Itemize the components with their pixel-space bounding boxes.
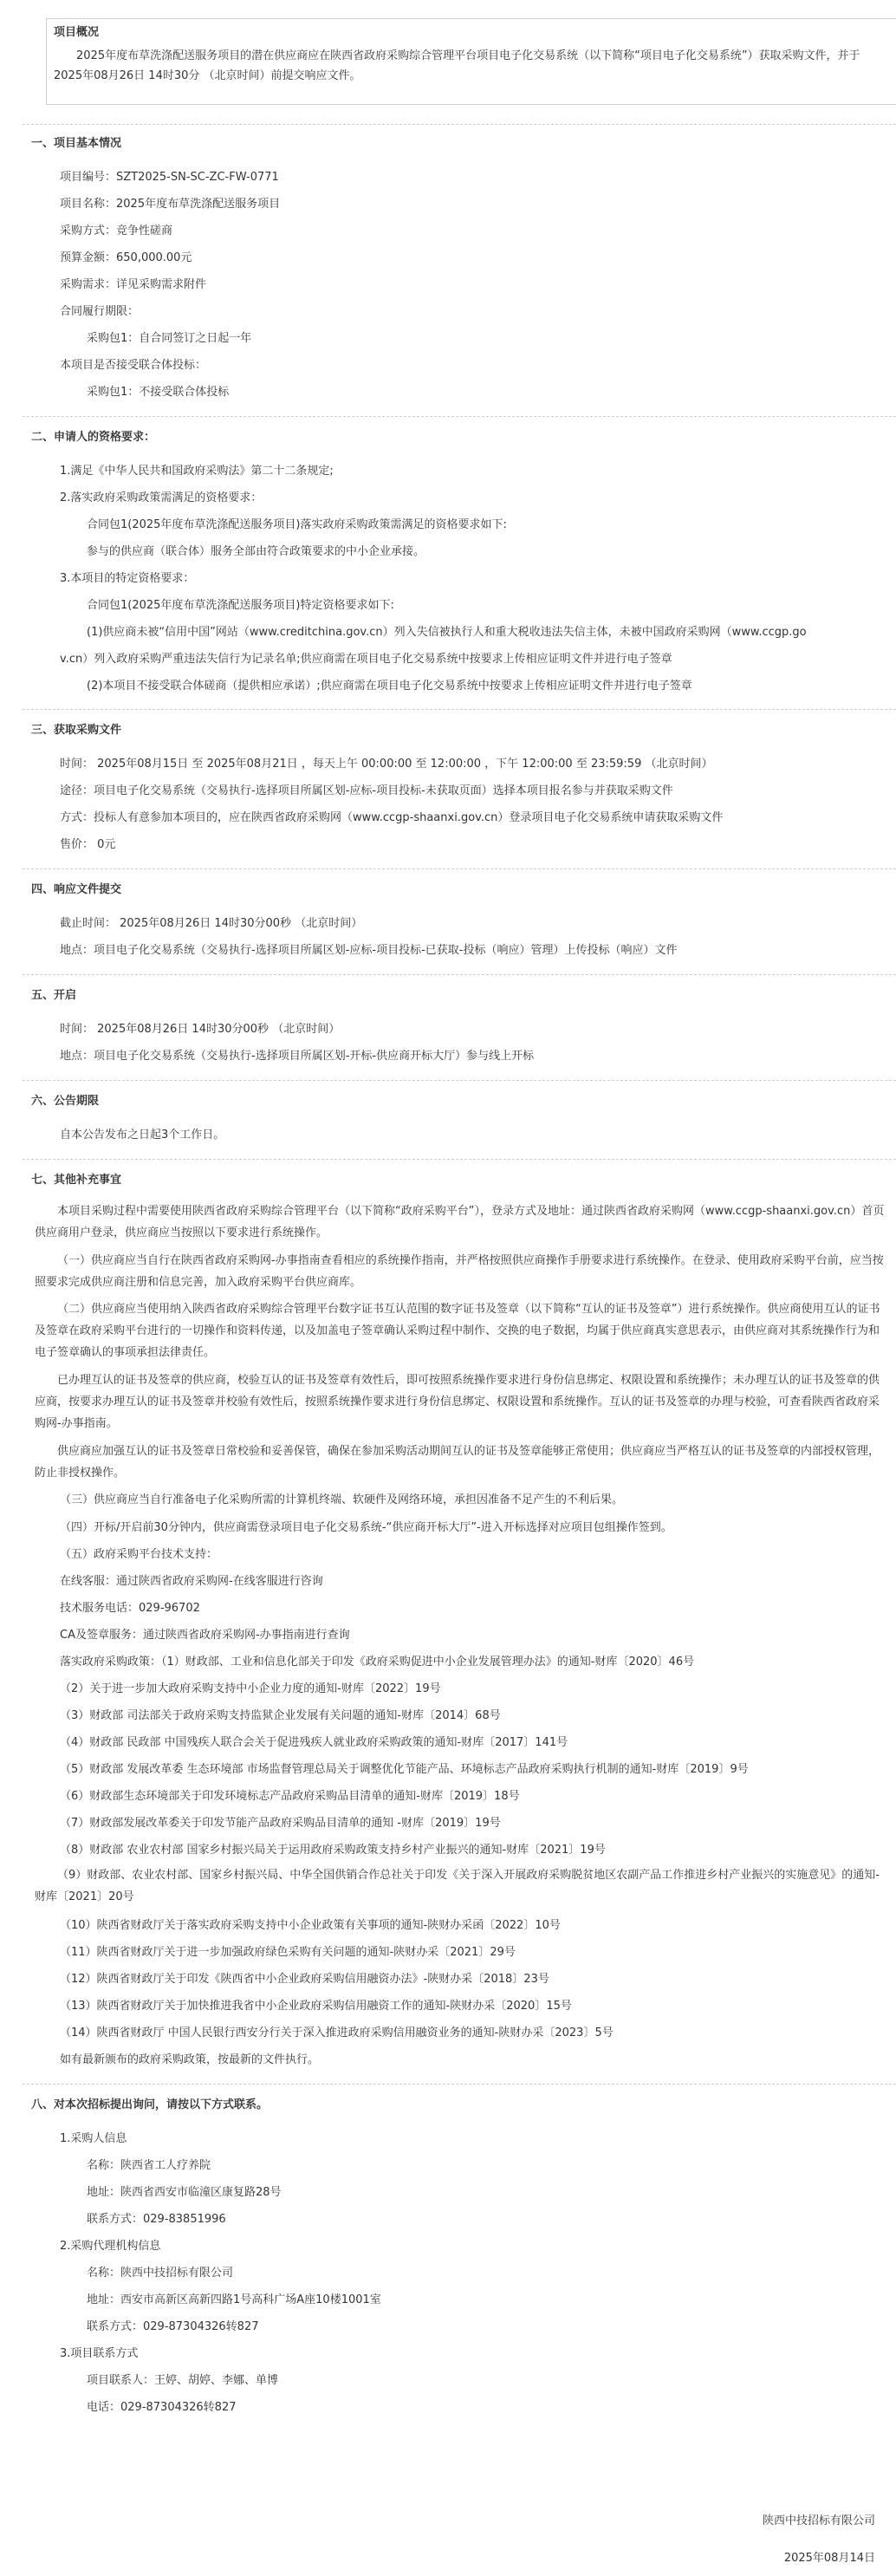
project-contacts: 项目联系人：王婷、胡婷、李娜、单博: [87, 2374, 279, 2387]
ca-service: CA及签章服务：通过陕西省政府采购网-办事指南进行查询: [60, 1629, 350, 1642]
project-name: 项目名称：2025年度布草洗涤配送服务项目: [60, 198, 281, 211]
policy-item: （8）财政部 农业农村部 国家乡村振兴局关于运用政府采购政策支持乡村产业振兴的通知-财库〔2021〕19号: [60, 1844, 606, 1857]
section-title-notice-period: 六、公告期限: [31, 1095, 100, 1108]
agency-phone: 联系方式：029-87304326转827: [87, 2320, 259, 2333]
policy-note: 如有最新颁布的政府采购政策，按最新的文件执行。: [60, 2053, 320, 2066]
qualification-item: (1)供应商未被“信用中国”网站（www.creditchina.gov.cn）列入失信被执行人和重大税收违法失信主体，未被中国政府采购网（www.ccgp.go: [87, 626, 807, 639]
policy-item: （9）财政部、农业农村部、国家乡村振兴局、中华全国供销合作总社关于印发《关于深入开展政府采购脱贫地区农副产品工作推进乡村产业振兴的实施意见》的通知-财库〔2021〕20号: [35, 1869, 880, 1903]
obtain-price: 售价： 0元: [60, 838, 116, 851]
section-title-basic-info: 一、项目基本情况: [31, 137, 122, 150]
section-title-contact: 八、对本次招标提出询问，请按以下方式联系。: [31, 2098, 269, 2111]
submission-deadline: 截止时间： 2025年08月26日 14时30分00秒 （北京时间）: [60, 917, 363, 930]
opening-location: 地点：项目电子化交易系统（交易执行-选择项目所属区划-开标-供应商开标大厅）参与线上开标: [60, 1050, 535, 1063]
consortium-label: 本项目是否接受联合体投标：: [60, 359, 207, 372]
divider: [23, 2084, 896, 2085]
divider: [23, 868, 896, 869]
agency-heading: 2.采购代理机构信息: [60, 2240, 161, 2253]
purchaser-name: 名称：陕西省工人疗养院: [87, 2159, 211, 2172]
obtain-method: 方式：投标人有意参加本项目的，应在陕西省政府采购网（www.ccgp-shaanxi.gov.cn）登录项目电子化交易系统申请获取采购文件: [60, 811, 724, 824]
purchaser-phone: 联系方式：029-83851996: [87, 2213, 226, 2226]
other-paragraph: 本项目采购过程中需要使用陕西省政府采购综合管理平台（以下简称“政府采购平台”），登录方式及地址：通过陕西省政府采购网（www.ccgp-shaanxi.gov.cn）首页供应商用户登录，供应商应当按照以下要求进行系统操作。: [35, 1205, 885, 1239]
section-title-qualifications: 二、申请人的资格要求：: [31, 431, 156, 444]
obtain-time: 时间： 2025年08月15日 至 2025年08月21日 ，每天上午 00:00:00 至 12:00:00 ，下午 12:00:00 至 23:59:59 （北京时间）: [60, 758, 713, 771]
obtain-route: 途径：项目电子化交易系统（交易执行-选择项目所属区划-应标-项目投标-未获取页面）选择本项目报名参与并获取采购文件: [60, 784, 673, 797]
qualification-item: 3.本项目的特定资格要求：: [60, 572, 195, 585]
budget-amount: 预算金额：650,000.00元: [60, 251, 192, 264]
qualification-item: 参与的供应商（联合体）服务全部由符合政策要求的中小企业承接。: [87, 545, 425, 558]
policy-item: （13）陕西省财政厅关于加快推进我省中小企业政府采购信用融资工作的通知-陕财办采〔2020〕15号: [60, 2000, 572, 2013]
purchaser-heading: 1.采购人信息: [60, 2132, 127, 2145]
project-contact-heading: 3.项目联系方式: [60, 2347, 139, 2360]
overview-title: 项目概况: [54, 26, 100, 39]
qualification-item: v.cn）列入政府采购严重违法失信行为记录名单;供应商需在项目电子化交易系统中按要求上传相应证明文件并进行电子签章: [60, 653, 672, 666]
online-service: 在线客服：通过陕西省政府采购网-在线客服进行咨询: [60, 1575, 323, 1588]
qualification-item: 合同包1(2025年度布草洗涤配送服务项目)落实政府采购政策需满足的资格要求如下:: [87, 518, 507, 531]
other-paragraph: 已办理互认的证书及签章的供应商，校验互认的证书及签章有效性后，即可按照系统操作要求进行身份信息绑定、权限设置和系统操作；未办理互认的证书及签章的供应商，按要求办理互认的证书及签章并校验有效性后，按照系统操作要求进行身份信息绑定、权限设置和系统操作。互认的证书及签章的办理与校验，可查看陕西省政府采购网-办事指南。: [35, 1374, 880, 1430]
procurement-method: 采购方式：竞争性磋商: [60, 224, 173, 237]
project-phone: 电话：029-87304326转827: [87, 2401, 237, 2414]
qualification-item: 1.满足《中华人民共和国政府采购法》第二十二条规定;: [60, 465, 334, 478]
opening-time: 时间： 2025年08月26日 14时30分00秒 （北京时间）: [60, 1023, 341, 1036]
divider: [23, 1080, 896, 1081]
policy-item: （6）财政部生态环境部关于印发环境标志产品政府采购品目清单的通知-财库〔2019〕18号: [60, 1790, 520, 1803]
policy-item: 落实政府采购政策：（1）财政部、工业和信息化部关于印发《政府采购促进中小企业发展管理办法》的通知-财库〔2020〕46号: [60, 1656, 695, 1669]
other-paragraph: （一）供应商应当自行在陕西省政府采购网-办事指南查看相应的系统操作指南，并严格按照供应商操作手册要求进行系统操作。在登录、使用政府采购平台前，应当按照要求完成供应商注册和信息完善，加入政府采购平台供应商库。: [35, 1254, 884, 1289]
tech-support-label: （五）政府采购平台技术支持：: [60, 1548, 218, 1561]
other-paragraph: （二）供应商应当使用纳入陕西省政府采购综合管理平台数字证书互认范围的数字证书及签章（以下简称“互认的证书及签章”）进行系统操作。供应商使用互认的证书及签章在政府采购平台进行的一切操作和资料传递，以及加盖电子签章确认采购过程中制作、交换的电子数据，均属于供应商真实意思表示，由供应商对其系统操作行为和电子签章确认的事项承担法律责任。: [35, 1303, 880, 1359]
section-title-obtain-documents: 三、获取采购文件: [31, 724, 122, 737]
divider: [23, 416, 896, 417]
tech-phone: 技术服务电话：029-96702: [60, 1602, 200, 1615]
section-title-submission: 四、响应文件提交: [31, 883, 122, 896]
notice-period: 自本公告发布之日起3个工作日。: [60, 1129, 225, 1142]
procurement-demand: 采购需求：详见采购需求附件: [60, 278, 207, 291]
footer-org: 陕西中技招标有限公司: [762, 2514, 875, 2527]
qualification-item: (2)本项目不接受联合体磋商（提供相应承诺）;供应商需在项目电子化交易系统中按要求上传相应证明文件并进行电子签章: [87, 680, 692, 693]
other-paragraph: 供应商应加强互认的证书及签章日常校验和妥善保管，确保在参加采购活动期间互认的证书及签章能够正常使用；供应商应当严格互认的证书及签章的内部授权管理，防止非授权操作。: [35, 1445, 880, 1480]
purchaser-address: 地址：陕西省西安市临潼区康复路28号: [87, 2186, 282, 2199]
policy-item: （12）陕西省财政厅关于印发《陕西省中小企业政府采购信用融资办法》-陕财办采〔2018〕23号: [60, 1973, 549, 1986]
project-number: 项目编号：SZT2025-SN-SC-ZC-FW-0771: [60, 171, 279, 184]
contract-period-value: 采购包1：自合同签订之日起一年: [87, 332, 252, 345]
overview-text: 2025年度布草洗涤配送服务项目的潜在供应商应在陕西省政府采购综合管理平台项目电子化交易系统（以下简称“项目电子化交易系统”）获取采购文件，并于 2025年08月26日 14时30分 （北京时间）前提交响应文件。: [54, 49, 860, 82]
qualification-item: 合同包1(2025年度布草洗涤配送服务项目)特定资格要求如下:: [87, 599, 394, 612]
divider: [23, 709, 896, 710]
contract-period-label: 合同履行期限：: [60, 305, 140, 318]
policy-item: （4）财政部 民政部 中国残疾人联合会关于促进残疾人就业政府采购政策的通知-财库〔2017〕141号: [60, 1736, 568, 1749]
footer-date: 2025年08月14日: [783, 2552, 875, 2565]
agency-name: 名称：陕西中技招标有限公司: [87, 2267, 234, 2280]
section-title-other-matters: 七、其他补充事宜: [31, 1174, 122, 1187]
policy-item: （7）财政部发展改革委关于印发节能产品政府采购品目清单的通知 -财库〔2019〕19号: [60, 1817, 501, 1830]
policy-item: （2）关于进一步加大政府采购支持中小企业力度的通知-财库〔2022〕19号: [60, 1682, 441, 1695]
divider: [23, 1159, 896, 1160]
agency-address: 地址：西安市高新区高新四路1号高科广场A座10楼1001室: [87, 2293, 381, 2306]
divider: [23, 124, 896, 125]
other-paragraph: （四）开标/开启前30分钟内，供应商需登录项目电子化交易系统-“供应商开标大厅”-进入开标选择对应项目包组操作签到。: [60, 1521, 672, 1534]
policy-item: （11）陕西省财政厅关于进一步加强政府绿色采购有关问题的通知-陕财办采〔2021〕29号: [60, 1946, 516, 1959]
section-title-opening: 五、开启: [31, 989, 77, 1002]
overview-box: [46, 18, 896, 105]
policy-item: （14）陕西省财政厅 中国人民银行西安分行关于深入推进政府采购信用融资业务的通知-陕财办采〔2023〕5号: [60, 2026, 614, 2039]
other-paragraph: （三）供应商应当自行准备电子化采购所需的计算机终端、软硬件及网络环境，承担因准备不足产生的不利后果。: [60, 1493, 624, 1506]
policy-item: （3）财政部 司法部关于政府采购支持监狱企业发展有关问题的通知-财库〔2014〕68号: [60, 1709, 501, 1722]
qualification-item: 2.落实政府采购政策需满足的资格要求：: [60, 491, 263, 504]
divider: [23, 974, 896, 975]
consortium-value: 采购包1：不接受联合体投标: [87, 386, 230, 399]
policy-item: （10）陕西省财政厅关于落实政府采购支持中小企业政策有关事项的通知-陕财办采函〔2022〕10号: [60, 1919, 561, 1932]
submission-location: 地点：项目电子化交易系统（交易执行-选择项目所属区划-应标-项目投标-已获取-投标（响应）管理）上传投标（响应）文件: [60, 944, 678, 957]
policy-item: （5）财政部 发展改革委 生态环境部 市场监督管理总局关于调整优化节能产品、环境标志产品政府采购执行机制的通知-财库〔2019〕9号: [60, 1763, 749, 1776]
